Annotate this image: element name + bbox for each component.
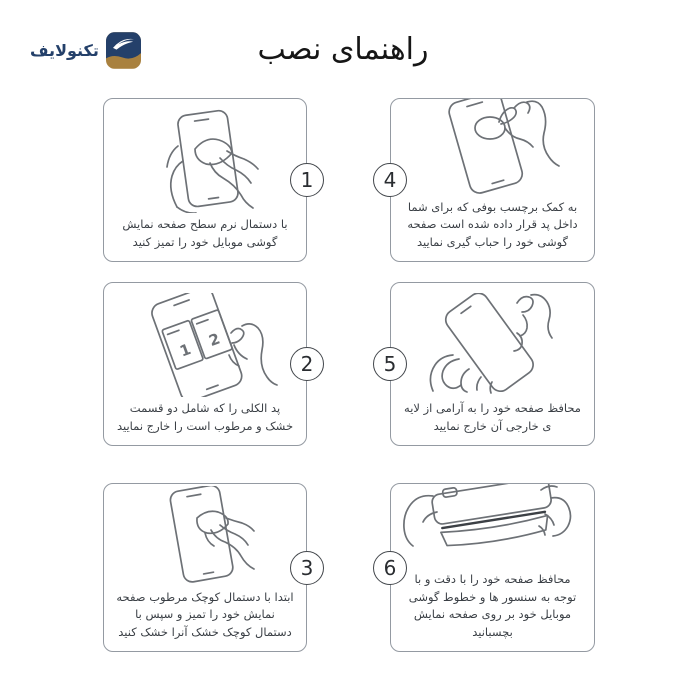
- svg-text:2: 2: [206, 329, 223, 351]
- step-3-illustration-area: [104, 484, 306, 586]
- step-number-badge-6: 6: [373, 551, 407, 585]
- clean-wet-then-dry-small-cloth-icon: [105, 486, 305, 586]
- step-6-caption: محافظ صفحه خود را با دقت و با توجه به سنسور ها و خطوط گوشی موبایل خود بر روی صفحه نمایش بچسبانید: [408, 571, 577, 640]
- step-1-illustration-area: [104, 99, 306, 213]
- step-panel-2: [103, 282, 314, 446]
- step-3-caption: ابتدا با دستمال کوچک مرطوب صفحه نمایش خود را تمیز و سپس با دستمال کوچک خشک آنرا خشک کنید: [116, 589, 294, 640]
- align-and-apply-protector-icon: [393, 484, 593, 568]
- remove-two-part-alcohol-pad-icon: [105, 293, 305, 397]
- step-1-caption: با دستمال نرم سطح صفحه نمایش گوشی موبایل خود را تمیز کنید: [122, 217, 288, 250]
- step-panel-6: [383, 483, 595, 652]
- step-number-badge-5: 5: [373, 347, 407, 381]
- step-2-caption: پد الکلی را که شامل دو قسمت خشک و مرطوب است را خارج نمایید: [116, 401, 294, 434]
- step-panel-1: [103, 98, 314, 262]
- wipe-phone-with-soft-cloth-icon: [105, 109, 305, 213]
- step-5-illustration-area: [391, 283, 594, 397]
- step-panel-3: [103, 483, 314, 652]
- logo-wordmark: تکنولایف: [30, 41, 99, 60]
- step-5-caption: محافظ صفحه خود را به آرامی از لایه ی خارجی آن خارج نمایید: [404, 401, 581, 434]
- remove-bubbles-with-buff-sticker-icon: [393, 99, 593, 196]
- step-4-caption: به کمک برچسب بوفی که برای شما داخل پد قرار داده شده است صفحه گوشی خود را حباب گیری نمایید: [407, 199, 578, 250]
- step-number-badge-2: 2: [290, 347, 324, 381]
- step-number-badge-4: 4: [373, 163, 407, 197]
- step-2-illustration-area: [104, 283, 306, 397]
- step-4-illustration-area: [391, 99, 594, 196]
- step-6-illustration-area: [391, 484, 594, 568]
- page-title: راهنمای نصب: [257, 32, 429, 67]
- step-panel-4: [383, 98, 595, 262]
- step-number-badge-3: 3: [290, 551, 324, 585]
- svg-text:1: 1: [177, 340, 194, 361]
- step-number-badge-1: 1: [290, 163, 324, 197]
- step-panel-5: [383, 282, 595, 446]
- peel-protector-outer-layer-icon: [393, 293, 593, 397]
